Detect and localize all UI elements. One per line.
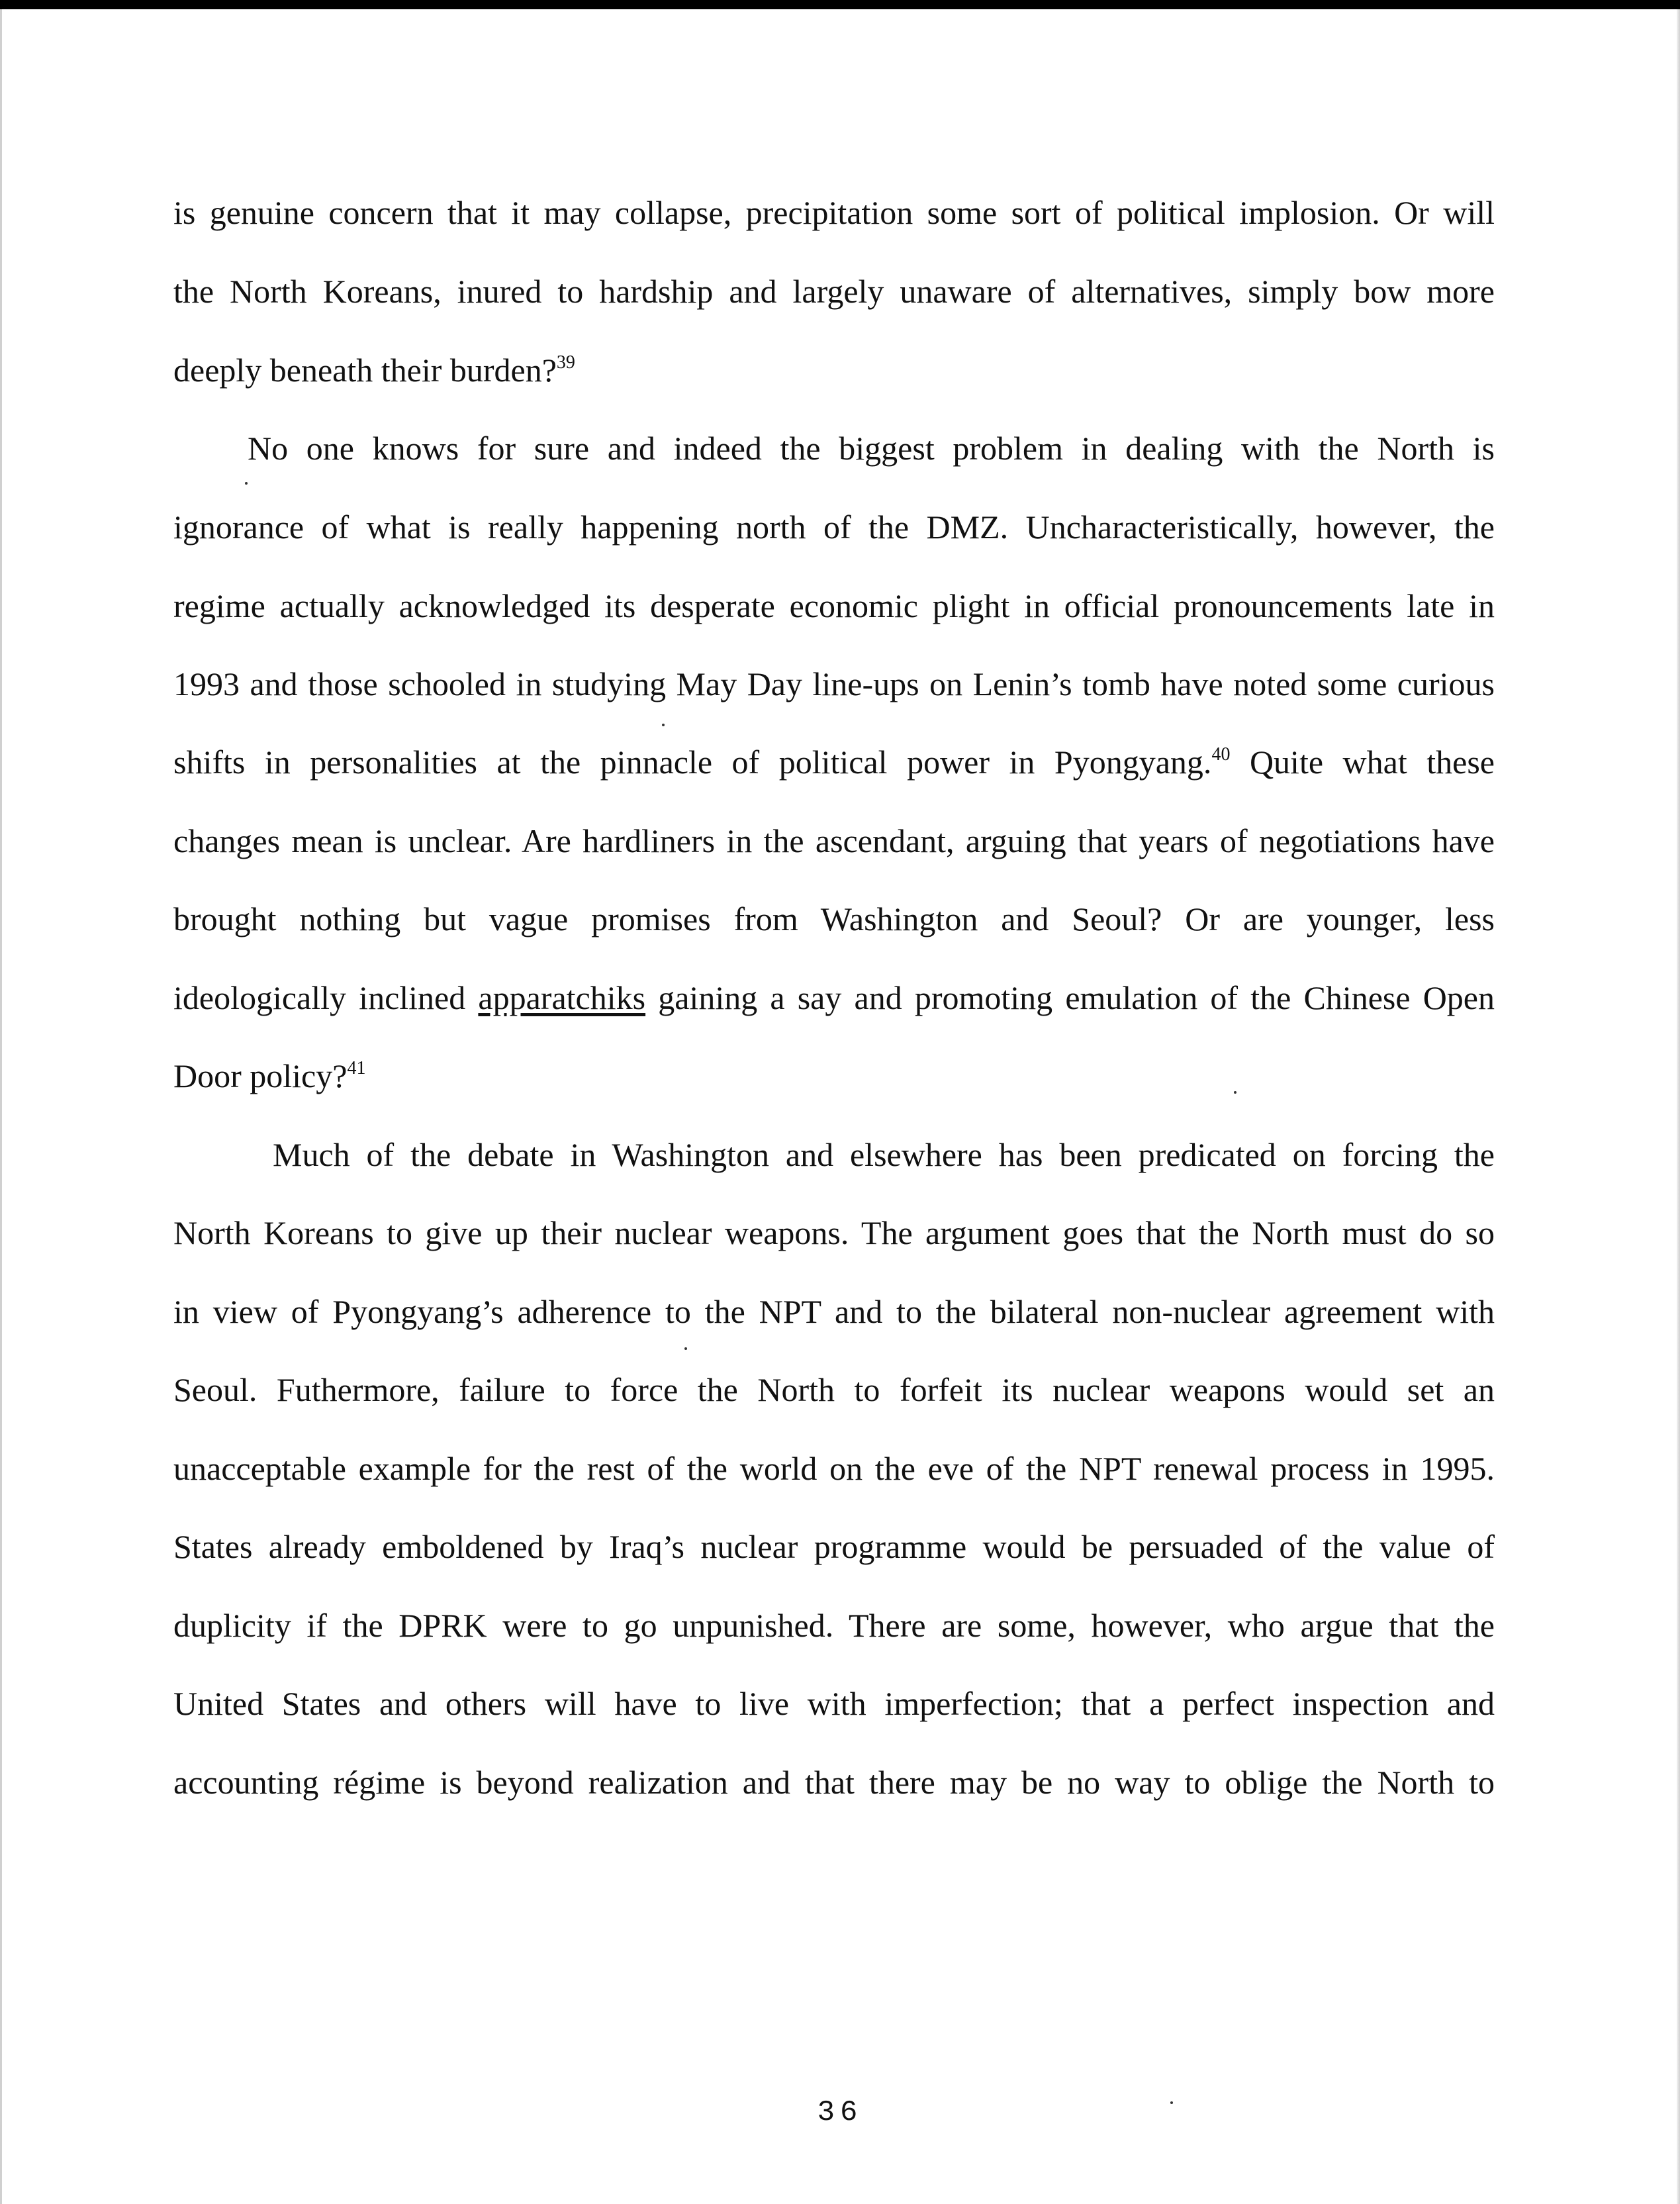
body-text-line: States already emboldened by Iraq’s nuclear programme would be persuaded of the value of bbox=[173, 1528, 1495, 1565]
scan-speck bbox=[662, 724, 665, 726]
body-text-line: changes mean is unclear. Are hardliners in the ascendant, arguing that years of negotiations have bbox=[173, 822, 1495, 859]
scan-right-edge bbox=[1677, 9, 1680, 2204]
body-text-line: ignorance of what is really happening north of the DMZ. Uncharacteristically, however, the bbox=[173, 508, 1495, 546]
underlined-term: apparatchiks bbox=[478, 979, 646, 1016]
body-text-line: the North Koreans, inured to hardship and largely unaware of alternatives, simply bow more bbox=[173, 273, 1495, 310]
body-text-line: brought nothing but vague promises from Washington and Seoul? Or are younger, less bbox=[173, 900, 1495, 937]
body-text-line: duplicity if the DPRK were to go unpunished. There are some, however, who argue that the bbox=[173, 1607, 1495, 1644]
body-text-line: North Koreans to give up their nuclear weapons. The argument goes that the North must do so bbox=[173, 1214, 1495, 1251]
body-text-line: accounting régime is beyond realization and that there may be no way to oblige the North to bbox=[173, 1764, 1495, 1801]
scan-left-edge bbox=[0, 9, 2, 2204]
body-text-line: Seoul. Futhermore, failure to force the North to forfeit its nuclear weapons would set an bbox=[173, 1371, 1495, 1408]
scan-top-border bbox=[0, 0, 1680, 9]
footnote-ref-40: 40 bbox=[1211, 744, 1231, 765]
body-text-line: Door policy?$^{41}$ bbox=[173, 1057, 366, 1094]
body-text-line: Much of the debate in Washington and elsewhere has been predicated on forcing the bbox=[273, 1136, 1495, 1173]
footnote-ref-39: 39 bbox=[556, 352, 575, 373]
scan-speck bbox=[245, 482, 248, 485]
body-text-line: ideologically inclined apparatchiks gaining a say and promoting emulation of the Chinese Open bbox=[173, 979, 1495, 1016]
body-text-line: deeply beneath their burden?$^{39}$ bbox=[173, 352, 575, 389]
body-text-line: unacceptable example for the rest of the world on the eve of the NPT renewal process in 1995. bbox=[173, 1450, 1495, 1487]
footnote-ref-41: 41 bbox=[347, 1058, 366, 1078]
body-text-line: 1993 and those schooled in studying May Day line-ups on Lenin’s tomb have noted some curious bbox=[173, 665, 1495, 702]
body-text-line: regime actually acknowledged its desperate economic plight in official pronouncements late in bbox=[173, 587, 1495, 624]
body-text-line: in view of Pyongyang’s adherence to the NPT and to the bilateral non-nuclear agreement with bbox=[173, 1293, 1495, 1330]
body-text-line: No one knows for sure and indeed the biggest problem in dealing with the North is bbox=[248, 430, 1495, 467]
page-number: 36 bbox=[817, 2096, 863, 2129]
body-text-line: is genuine concern that it may collapse, precipitation some sort of political implosion. Or will bbox=[173, 194, 1495, 231]
scan-speck bbox=[1170, 2101, 1173, 2104]
scan-speck bbox=[1234, 1091, 1237, 1094]
scan-speck bbox=[684, 1347, 687, 1350]
body-text-line: shifts in personalities at the pinnacle of political power in Pyongyang.$^{40}$ Quite what these bbox=[173, 743, 1495, 781]
body-text-line: United States and others will have to live with imperfection; that a perfect inspection and bbox=[173, 1685, 1495, 1722]
